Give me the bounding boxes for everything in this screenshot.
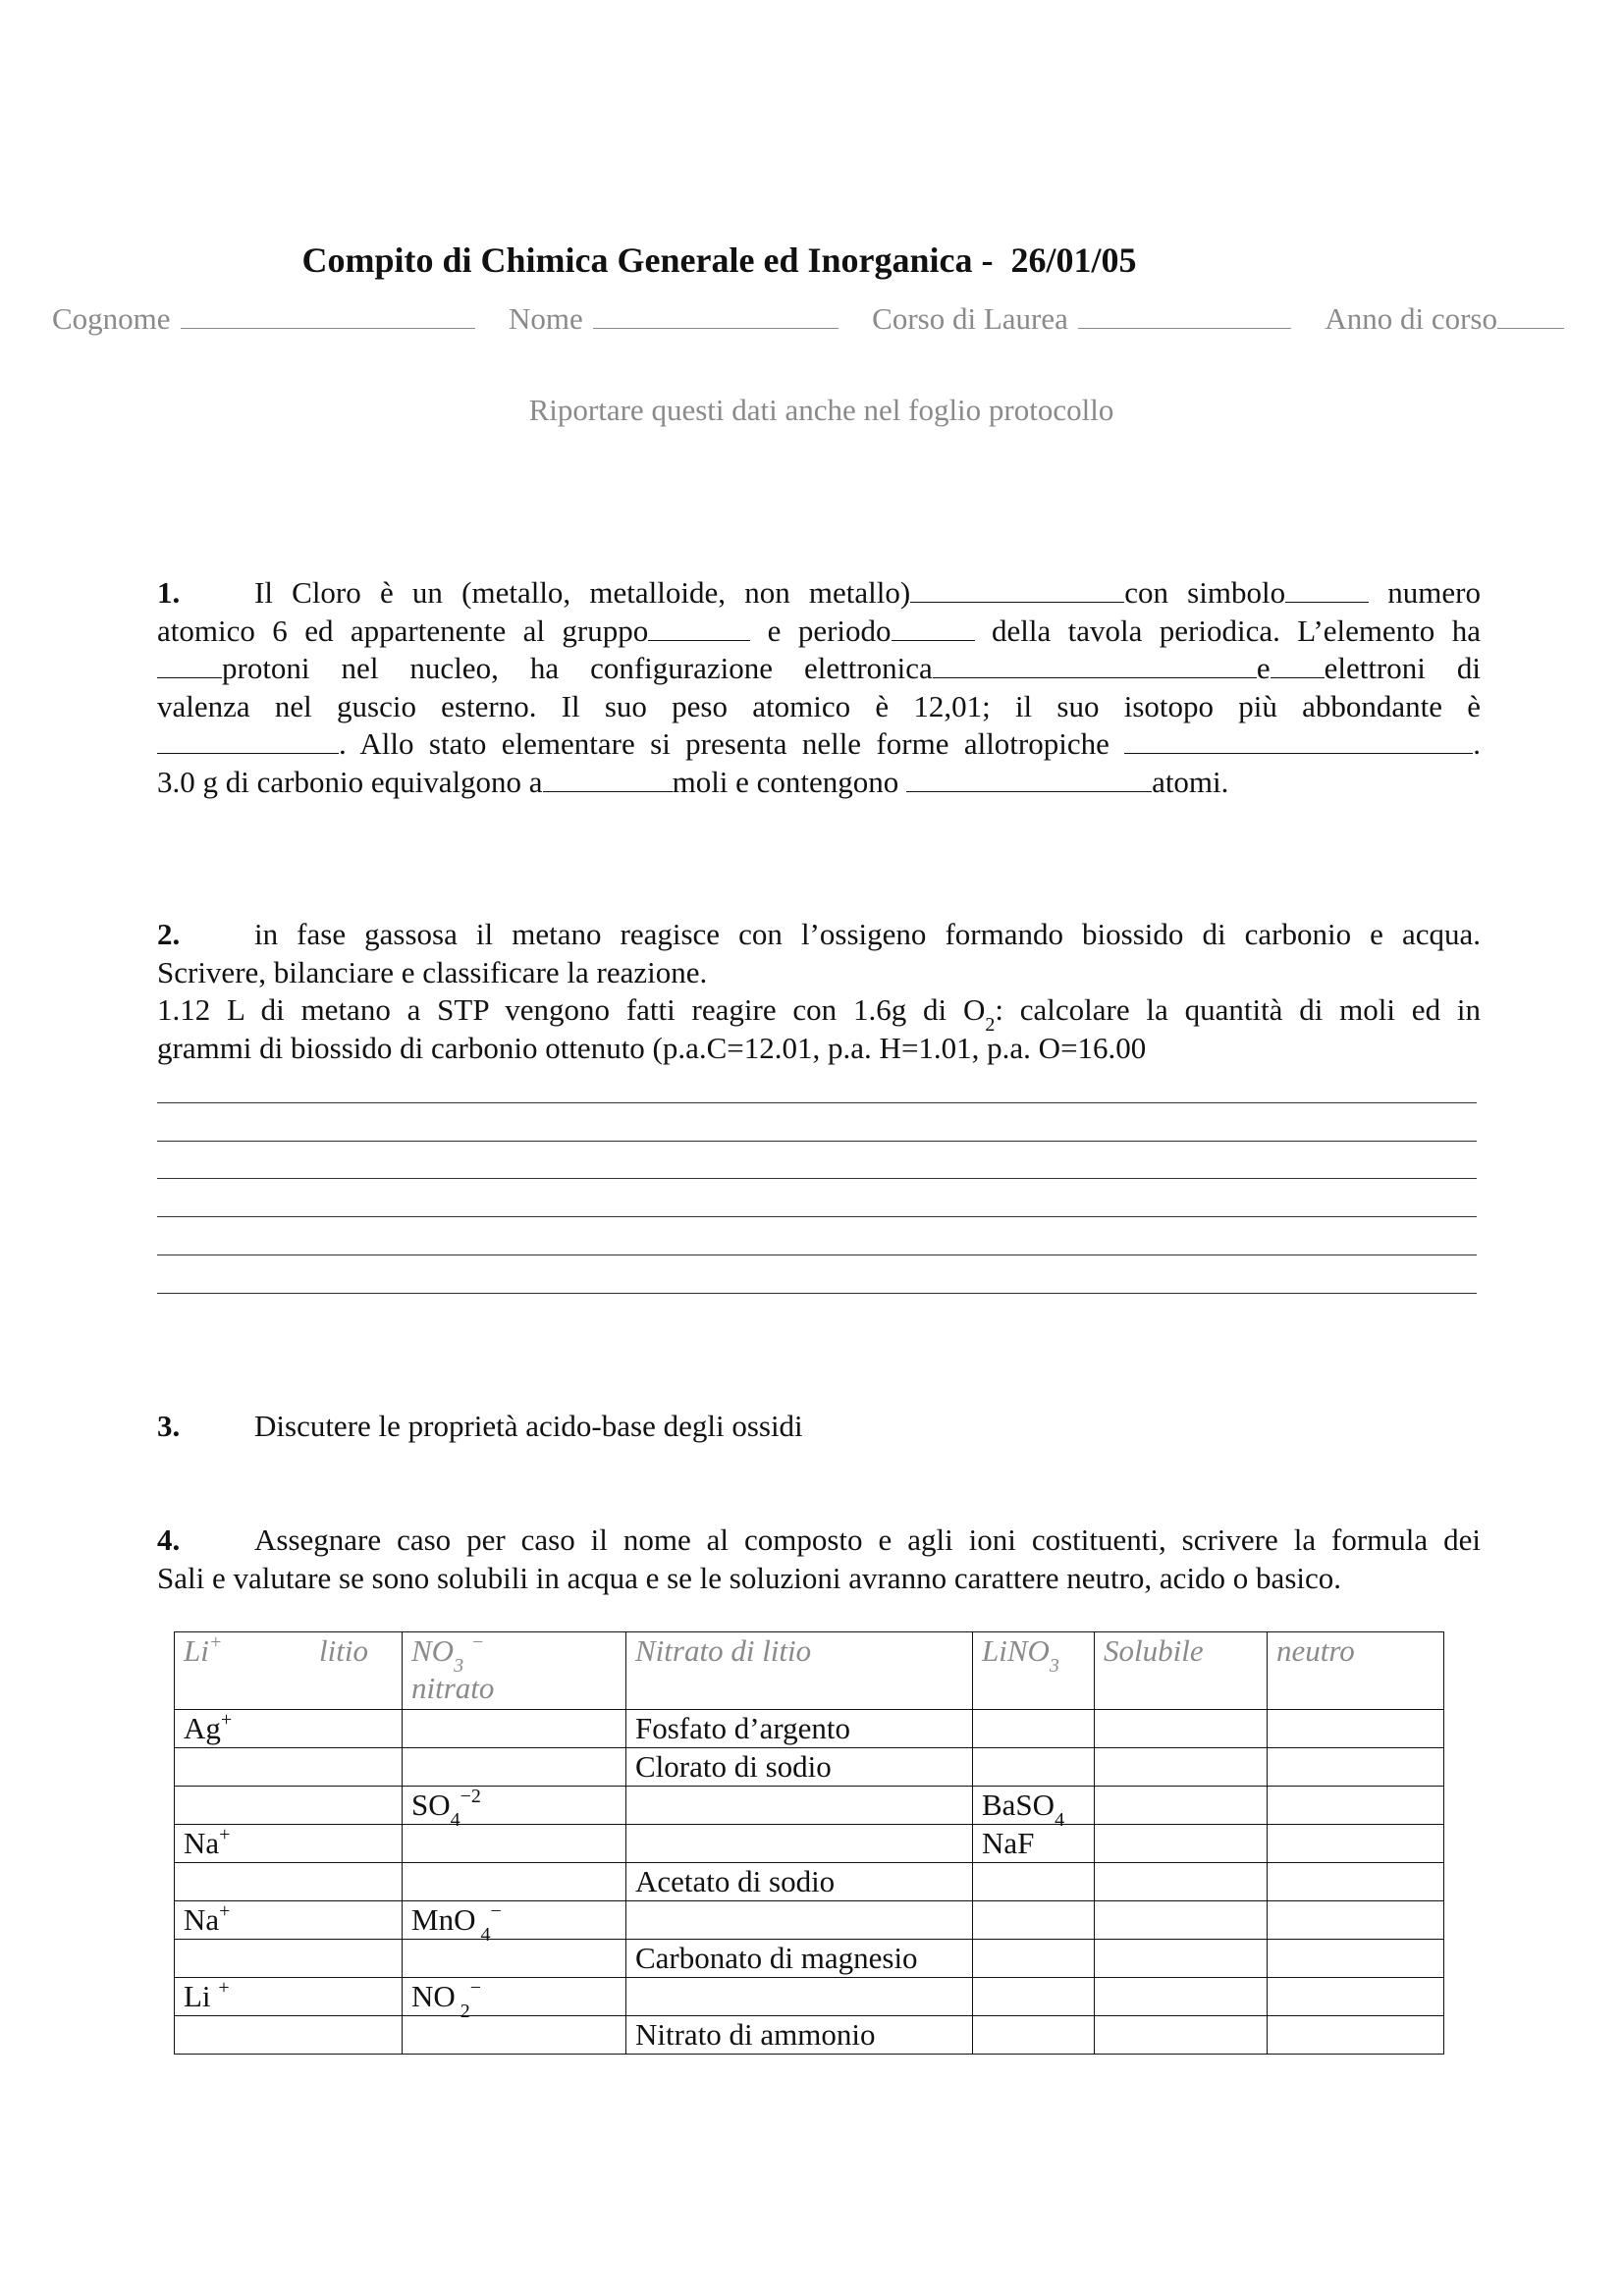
header-name-cell: Nitrato di litio: [626, 1632, 973, 1710]
q1-line: atomico 6 ed appartenente al gruppo e periodo della tavola periodica. L’elemento ha: [157, 613, 1481, 648]
question-3: [157, 1408, 1481, 1446]
nome-blank[interactable]: [593, 300, 839, 329]
table-row: [175, 1710, 1444, 1748]
anion-cell[interactable]: [403, 1825, 626, 1863]
anion-cell[interactable]: $SO_4^{-2}$: [403, 1787, 626, 1825]
header-cation-cell: [175, 1632, 403, 1710]
header-solubility-cell: Solubile: [1095, 1632, 1268, 1710]
cation-cell[interactable]: [175, 2016, 403, 2055]
character-cell[interactable]: [1268, 1978, 1444, 2016]
field-anno-di-corso: [1325, 300, 1564, 337]
formula-cell[interactable]: [973, 2016, 1095, 2055]
anno-blank[interactable]: [1497, 300, 1564, 329]
solubility-cell[interactable]: [1095, 1748, 1268, 1787]
anion-cell[interactable]: [403, 1748, 626, 1787]
answer-line[interactable]: [157, 1102, 1477, 1103]
compound-name-cell[interactable]: Fosfato d’argento: [626, 1710, 973, 1748]
table-row: [175, 1940, 1444, 1978]
compound-name-cell[interactable]: Nitrato di ammonio: [626, 2016, 973, 2055]
formula-cell[interactable]: NaF: [973, 1825, 1095, 1863]
q4-line: Sali e valutare se sono solubili in acqua e se le soluzioni avranno carattere neutro, acido o basico.: [157, 1560, 1342, 1595]
header-character-cell: neutro: [1268, 1632, 1444, 1710]
answer-blank[interactable]: [910, 575, 1124, 603]
answer-line[interactable]: [157, 1293, 1477, 1294]
instruction-note: Riportare questi dati anche nel foglio protocollo: [528, 393, 1114, 427]
q1-line: . Allo stato elementare si presenta nelle forme allotropiche .: [157, 725, 1481, 764]
field-nome: [509, 300, 839, 337]
answer-blank[interactable]: [1285, 575, 1369, 603]
anion-cell[interactable]: [403, 1940, 626, 1978]
table-row: [175, 1787, 1444, 1825]
question-number: 1.: [157, 575, 181, 610]
question-1: [157, 574, 1481, 801]
solubility-cell[interactable]: [1095, 1978, 1268, 2016]
formula-cell[interactable]: [973, 1901, 1095, 1940]
q1-line: 3.0 g di carbonio equivalgono a moli e contengono atomi.: [157, 764, 1229, 799]
question-2: [157, 916, 1481, 1067]
solubility-cell[interactable]: [1095, 1825, 1268, 1863]
solubility-cell[interactable]: [1095, 1940, 1268, 1978]
table-header-row: [175, 1632, 1444, 1710]
answer-blank[interactable]: [157, 726, 339, 754]
formula-cell[interactable]: [973, 1978, 1095, 2016]
solubility-cell[interactable]: [1095, 1787, 1268, 1825]
question-4: [157, 1522, 1481, 1597]
header-cation: Li+: [184, 1630, 223, 1668]
formula-cell[interactable]: BaSO$_4$: [973, 1787, 1095, 1825]
solubility-cell[interactable]: [1095, 1863, 1268, 1901]
q2-line: Scrivere, bilanciare e classificare la reazione.: [157, 954, 708, 989]
subscript: 2: [985, 1014, 996, 1037]
field-cognome: [52, 300, 475, 337]
table-row: [175, 1901, 1444, 1940]
compound-name-cell[interactable]: Acetato di sodio: [626, 1863, 973, 1901]
solubility-cell[interactable]: [1095, 2016, 1268, 2055]
cation-cell[interactable]: [175, 1863, 403, 1901]
field-label: Nome: [508, 301, 583, 336]
anion-cell[interactable]: [403, 1710, 626, 1748]
question-number: 4.: [157, 1522, 181, 1557]
cation-cell[interactable]: [175, 1748, 403, 1787]
cation-cell[interactable]: [175, 1787, 403, 1825]
compound-name-cell[interactable]: [626, 1825, 973, 1863]
field-label: Corso di Laurea: [872, 301, 1068, 336]
header-formula-cell: LiNO$_3$: [973, 1632, 1095, 1710]
question-number: 2.: [157, 917, 181, 951]
q4-line: 4. Assegnare caso per caso il nome al composto e agli ioni costituenti, scrivere la formula dei: [157, 1522, 1481, 1560]
answer-blank[interactable]: [906, 765, 1152, 792]
compound-name-cell[interactable]: Clorato di sodio: [626, 1748, 973, 1787]
formula-cell[interactable]: [973, 1710, 1095, 1748]
anion-cell[interactable]: [403, 2016, 626, 2055]
answer-line[interactable]: [157, 1178, 1477, 1179]
corso-blank[interactable]: [1078, 300, 1291, 329]
cation-cell[interactable]: Ag+: [175, 1710, 403, 1748]
solubility-cell[interactable]: [1095, 1901, 1268, 1940]
student-info-fields: [52, 300, 1564, 337]
cation-cell[interactable]: Na+: [175, 1901, 403, 1940]
formula-cell[interactable]: [973, 1940, 1095, 1978]
anion-cell[interactable]: MnO $_4$−: [403, 1901, 626, 1940]
q3-line: 3. Discutere le proprietà acido-base degli ossidi: [157, 1408, 1481, 1446]
solubility-cell[interactable]: [1095, 1710, 1268, 1748]
anion-cell[interactable]: [403, 1863, 626, 1901]
field-corso-di-laurea: [872, 300, 1291, 337]
table-row: [175, 2016, 1444, 2055]
compound-name-cell[interactable]: [626, 1978, 973, 2016]
header-anion-cell: [403, 1632, 626, 1710]
header-cation-name: litio: [319, 1633, 368, 1668]
field-label: Anno di corso: [1325, 301, 1497, 336]
formula-cell[interactable]: [973, 1748, 1095, 1787]
character-cell[interactable]: [1268, 1940, 1444, 1978]
table-row: [175, 1825, 1444, 1863]
cation-cell[interactable]: Li +: [175, 1978, 403, 2016]
cation-cell[interactable]: Na+: [175, 1825, 403, 1863]
compound-name-cell[interactable]: [626, 1787, 973, 1825]
character-cell[interactable]: [1268, 2016, 1444, 2055]
character-cell[interactable]: [1268, 1901, 1444, 1940]
salts-table: [174, 1631, 1444, 2055]
answer-blank[interactable]: [543, 765, 673, 792]
compound-name-cell[interactable]: Carbonato di magnesio: [626, 1940, 973, 1978]
character-cell[interactable]: [1268, 1787, 1444, 1825]
character-cell[interactable]: [1268, 1748, 1444, 1787]
answer-blank[interactable]: [1271, 651, 1325, 678]
question-number: 3.: [157, 1409, 181, 1443]
q1-line: 1. Il Cloro è un (metallo, metalloide, non metallo) con simbolo numero: [157, 574, 1481, 613]
answer-blank[interactable]: [933, 651, 1257, 678]
field-label: Cognome: [52, 301, 171, 336]
q1-line: protoni nel nucleo, ha configurazione elettronica e elettroni di: [157, 650, 1481, 688]
character-cell[interactable]: [1268, 1863, 1444, 1901]
answer-line[interactable]: [157, 1141, 1477, 1142]
q2-line: 1.12 L di metano a STP vengono fatti reagire con 1.6g di $O_2$: calcolare la quantità di moli ed in: [157, 992, 1481, 1037]
compound-name-cell[interactable]: [626, 1901, 973, 1940]
answer-line[interactable]: [157, 1216, 1477, 1217]
q2-line: 2. in fase gassosa il metano reagisce con l’ossigeno formando biossido di carbonio e acqua.: [157, 916, 1481, 954]
table-row: [175, 1748, 1444, 1787]
q2-line: grammi di biossido di carbonio ottenuto (p.a.C=12.01, p.a. H=1.01, p.a. O=16.00: [157, 1030, 1147, 1065]
header-anion-name: nitrato: [411, 1671, 495, 1705]
answer-blank[interactable]: [157, 651, 222, 678]
table-row: [175, 1978, 1444, 2016]
character-cell[interactable]: [1268, 1825, 1444, 1863]
answer-blank[interactable]: [648, 614, 750, 641]
table-row: [175, 1863, 1444, 1901]
cognome-blank[interactable]: [181, 300, 475, 329]
anion-cell[interactable]: NO $_2$−: [403, 1978, 626, 2016]
exam-title: Compito di Chimica Generale ed Inorganica - 26/01/05: [301, 240, 1137, 280]
character-cell[interactable]: [1268, 1710, 1444, 1748]
answer-blank[interactable]: [892, 614, 975, 641]
cation-cell[interactable]: [175, 1940, 403, 1978]
answer-blank[interactable]: [1124, 726, 1473, 754]
header-anion: $NO_3$ −: [411, 1630, 485, 1678]
q1-line: valenza nel guscio esterno. Il suo peso atomico è 12,01; il suo isotopo più abbondante è: [157, 688, 1481, 723]
formula-cell[interactable]: [973, 1863, 1095, 1901]
